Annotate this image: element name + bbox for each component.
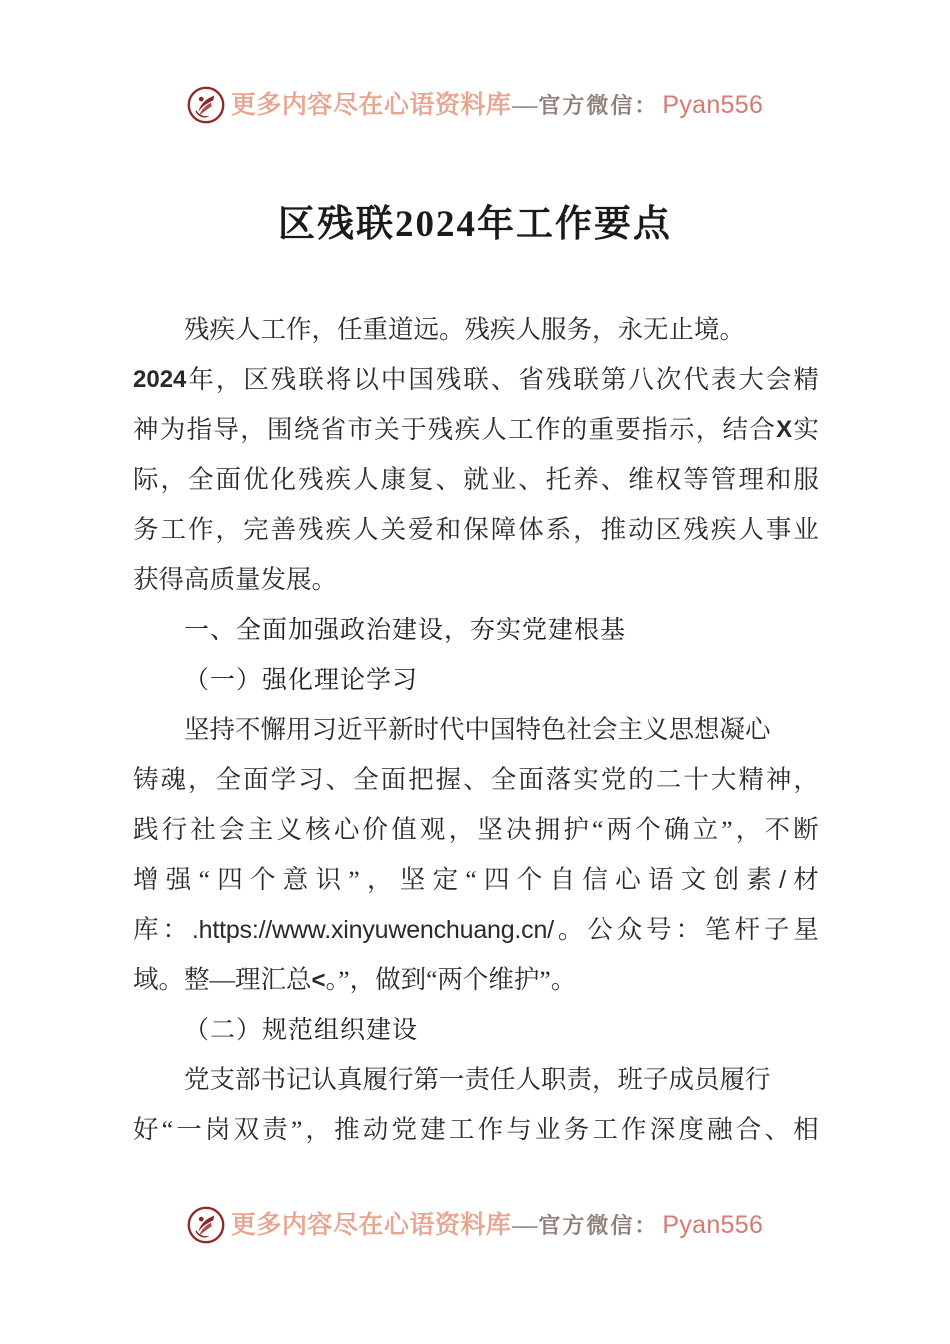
body-line: 域。整—理汇总<。”，做到“两个维护”。 xyxy=(133,965,577,994)
watermark-dash: — xyxy=(512,91,538,119)
watermark-secondary-text: 官方微信： xyxy=(538,1212,659,1238)
body-line: 2024 年 ， 区 残 联 将 以 中 国 残 联 、 省 残 联 第 八 次 代 表 大 会 精 xyxy=(133,365,819,394)
subsection-heading: （一）强化理论学习 xyxy=(184,666,419,694)
header-watermark xyxy=(0,86,950,124)
watermark-primary-text: 更多内容尽在心语资料库 xyxy=(230,91,512,119)
body-line: 坚持不懈用习近平新时代中国特色社会主义思想凝心 xyxy=(184,715,771,744)
watermark-wechat-handle: Pyan556 xyxy=(662,1210,764,1239)
watermark-secondary-text: 官方微信： xyxy=(538,92,659,118)
body-line: 好 “ 一 岗 双 责 ” ， 推 动 党 建 工 作 与 业 务 工 作 深 度 融 合 、 相 xyxy=(133,1115,819,1144)
footer-watermark xyxy=(0,1206,950,1244)
body-line: 获得高质量发展。 xyxy=(133,565,338,594)
watermark-wechat-handle: Pyan556 xyxy=(662,90,764,119)
body-line: 残疾人工作，任重道远。残疾人服务，永无止境。 xyxy=(184,315,746,344)
document-body xyxy=(133,305,819,1155)
body-line: 党支部书记认真履行第一责任人职责，班子成员履行 xyxy=(184,1065,771,1094)
body-line: 际 ， 全 面 优 化 残 疾 人 康 复 、 就 业 、 托 养 、 维 权 等 管 理 和 服 xyxy=(133,465,819,494)
body-line: 践 行 社 会 主 义 核 心 价 值 观 ， 坚 决 拥 护 “ 两 个 确 立 ” ， 不 断 xyxy=(133,815,819,844)
watermark-dash: — xyxy=(512,1211,538,1239)
section-heading: 一、全面加强政治建设，夯实党建根基 xyxy=(184,616,627,644)
body-line: 库 ： .https://www.xinyuwenchuang.cn/ 。 公 众 号 ： 笔 杆 子 星 xyxy=(133,915,819,944)
page-title: 区残联2024年工作要点 xyxy=(278,203,672,245)
body-line: 务 工 作 ， 完 善 残 疾 人 关 爱 和 保 障 体 系 ， 推 动 区 残 疾 人 事 业 xyxy=(133,515,819,544)
body-line: 神 为 指 导 ， 围 绕 省 市 关 于 残 疾 人 工 作 的 重 要 指 示 ， 结 合 X 实 xyxy=(133,415,819,444)
subsection-heading: （二）规范组织建设 xyxy=(184,1016,419,1044)
swirl-brush-logo-icon xyxy=(187,86,225,124)
footer-watermark-text xyxy=(230,1210,764,1239)
swirl-brush-logo-icon xyxy=(187,1206,225,1244)
body-line: 增 强 “ 四 个 意 识 ” ， 坚 定 “ 四 个 自 信 心 语 文 创 素 / 材 xyxy=(133,865,819,894)
header-watermark-text xyxy=(230,90,764,119)
body-line: 铸 魂 ， 全 面 学 习 、 全 面 把 握 、 全 面 落 实 党 的 二 十 大 精 神 ， xyxy=(133,765,819,794)
watermark-primary-text: 更多内容尽在心语资料库 xyxy=(230,1211,512,1239)
